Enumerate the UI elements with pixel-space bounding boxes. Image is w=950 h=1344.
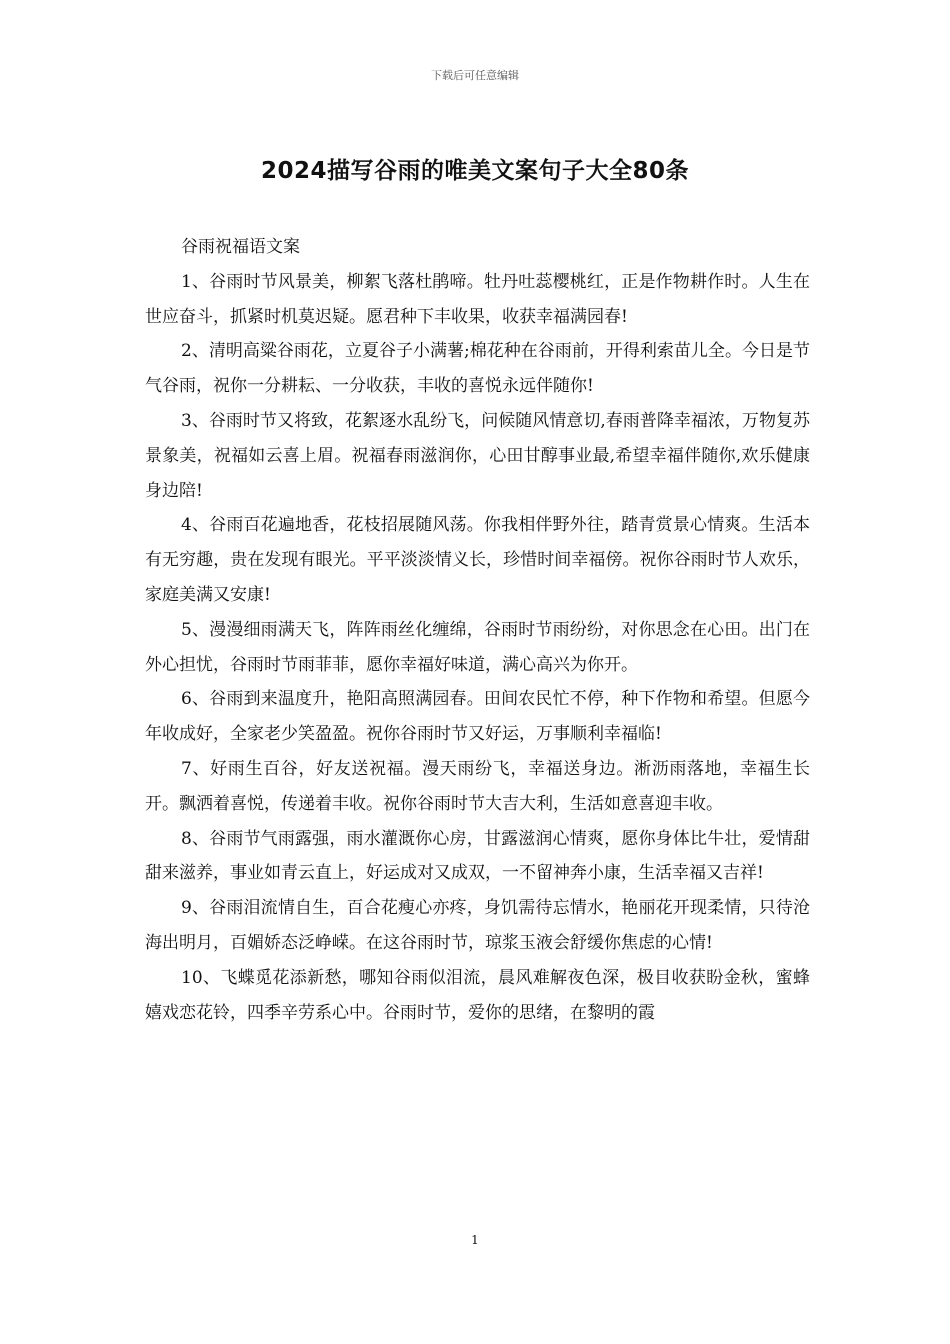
paragraph-2: 2、清明高粱谷雨花，立夏谷子小满薯;棉花种在谷雨前，开得利索苗儿全。今日是节气谷雨，祝你一分耕耘、一分收获，丰收的喜悦永远伴随你! [145,341,810,397]
paragraph-7: 7、好雨生百谷，好友送祝福。漫天雨纷飞，幸福送身边。淅沥雨落地，幸福生长开。飘洒着喜悦，传递着丰收。祝你谷雨时节大吉大利，生活如意喜迎丰收。 [145,758,810,814]
paragraph-9: 9、谷雨泪流情自生，百合花瘦心亦疼，身饥需待忘情水，艳丽花开现柔情，只待沧海出明月，百媚娇态泛峥嵘。在这谷雨时节，琼浆玉液会舒缓你焦虑的心情! [145,898,810,953]
paragraph-1: 1、谷雨时节风景美，柳絮飞落杜鹃啼。牡丹吐蕊樱桃红，正是作物耕作时。人生在世应奋斗，抓紧时机莫迟疑。愿君种下丰收果，收获幸福满园春! [145,271,810,327]
paragraph-4: 4、谷雨百花遍地香，花枝招展随风荡。你我相伴野外往，踏青赏景心情爽。生活本有无穷趣，贵在发现有眼光。平平淡淡情义长，珍惜时间幸福傍。祝你谷雨时节人欢乐，家庭美满又安康! [145,515,810,605]
paragraph-8: 8、谷雨节气雨露强，雨水灌溉你心房，甘露滋润心情爽，愿你身体比牛壮，爱情甜甜来滋养，事业如青云直上，好运成对又成双，一不留神奔小康，生活幸福又吉祥! [145,828,810,884]
paragraph-5: 5、漫漫细雨满天飞，阵阵雨丝化缠绵，谷雨时节雨纷纷，对你思念在心田。出门在外心担忧，谷雨时节雨菲菲，愿你幸福好味道，满心高兴为你开。 [145,619,810,675]
document-body [145,230,810,1030]
section-heading: 谷雨祝福语文案 [181,237,300,257]
paragraph-6: 6、谷雨到来温度升，艳阳高照满园春。田间农民忙不停，种下作物和希望。但愿今年收成好，全家老少笑盈盈。祝你谷雨时节又好运，万事顺利幸福临! [145,689,810,745]
page-header-note: 下载后可任意编辑 [431,69,519,82]
page-number: 1 [471,1233,479,1247]
paragraph-3: 3、谷雨时节又将致，花絮逐水乱纷飞，问候随风情意切,春雨普降幸福浓，万物复苏景象美，祝福如云喜上眉。祝福春雨滋润你，心田甘醇事业最,希望幸福伴随你,欢乐健康身边陪! [145,410,810,501]
document-title: 2024描写谷雨的唯美文案句子大全80条 [260,158,690,184]
paragraph-10: 10、飞蝶觅花添新愁，哪知谷雨似泪流，晨风难解夜色深，极目收获盼金秋，蜜蜂嬉戏恋花铃，四季辛劳系心中。谷雨时节，爱你的思绪，在黎明的霞 [145,967,810,1023]
